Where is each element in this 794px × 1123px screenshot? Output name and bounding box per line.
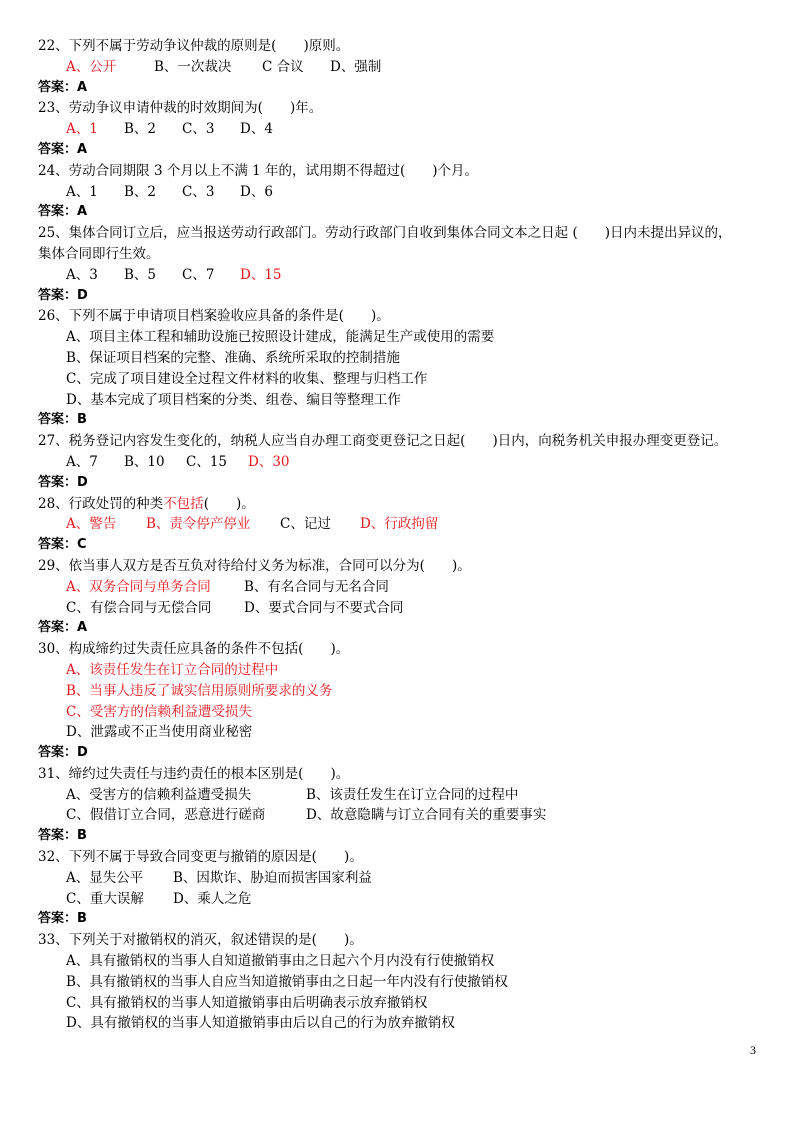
option-line: [38, 868, 768, 889]
answer-line: [38, 743, 768, 764]
question-text: 28、行政处罚的种类: [38, 495, 164, 512]
question-line: [38, 764, 768, 785]
option-text: B、2: [124, 121, 157, 138]
option-text: A、该责任发生在订立合同的过程中: [66, 661, 279, 678]
question-text: 31、缔约过失责任与违约责任的根本区别是( )。: [38, 765, 350, 782]
option-text: D、行政拘留: [360, 516, 439, 533]
option-line: [38, 577, 768, 598]
answer-text: 答案：B: [38, 911, 87, 927]
question-line: [38, 556, 768, 577]
option-line: [38, 805, 768, 826]
option-text: D、乘人之危: [173, 890, 252, 907]
question-line: [38, 306, 768, 327]
option-line: [38, 369, 768, 390]
answer-line: [38, 909, 768, 930]
option-line: [38, 265, 768, 286]
question-text: 32、下列不属于导致合同变更与撤销的原因是( )。: [38, 849, 363, 866]
option-text: C、7: [182, 266, 215, 283]
question-text: 23、劳动争议申请仲裁的时效期间为( )年。: [38, 100, 323, 117]
answer-line: [38, 618, 768, 639]
option-text: C、重大误解: [66, 890, 144, 907]
answer-text: 答案：B: [38, 412, 87, 428]
answer-text: 答案：D: [38, 287, 88, 303]
option-line: [38, 722, 768, 743]
question-text: 集体合同即行生效。: [38, 245, 160, 262]
option-line: [38, 514, 768, 535]
option-text: D、强制: [330, 58, 382, 75]
option-text: A、1: [66, 121, 98, 138]
question-text: 33、下列关于对撤销权的消灭，叙述错误的是( )。: [38, 932, 363, 949]
option-text: A、公开: [66, 58, 117, 75]
question-line: [38, 36, 768, 57]
option-text: C、完成了项目建设全过程文件材料的收集、整理与归档工作: [66, 370, 428, 387]
option-text: D、具有撤销权的当事人知道撤销事由后以自己的行为放弃撤销权: [66, 1015, 455, 1032]
question-line: [38, 431, 768, 452]
option-text: A、双务合同与单务合同: [66, 578, 211, 595]
option-text: D、要式合同与不要式合同: [244, 599, 404, 616]
page-number: 3: [750, 1043, 756, 1057]
option-line: [38, 390, 768, 411]
answer-line: [38, 410, 768, 431]
option-text: B、当事人违反了诚实信用原则所要求的义务: [66, 682, 333, 699]
answer-line: [38, 826, 768, 847]
option-line: [38, 681, 768, 702]
answer-text: 答案：A: [38, 141, 88, 157]
exam-document: [38, 36, 768, 1034]
option-line: [38, 1013, 768, 1034]
question-text: 29、依当事人双方是否互负对待给付义务为标准，合同可以分为( )。: [38, 557, 471, 574]
answer-line: [38, 140, 768, 161]
option-text: A、显失公平: [66, 869, 144, 886]
option-text: D、故意隐瞒与订立合同有关的重要事实: [306, 807, 547, 824]
option-text: C、具有撤销权的当事人知道撤销事由后明确表示放弃撤销权: [66, 994, 428, 1011]
option-text: C、假借订立合同，恶意进行磋商: [66, 807, 266, 824]
option-line: [38, 785, 768, 806]
option-text: B、保证项目档案的完整、准确、系统所采取的控制措施: [66, 349, 400, 366]
answer-text: 答案：A: [38, 620, 88, 636]
option-text: C、3: [182, 121, 215, 138]
option-text: D、基本完成了项目档案的分类、组卷、编目等整理工作: [66, 391, 401, 408]
option-text: C、有偿合同与无偿合同: [66, 599, 212, 616]
option-text: C 合议: [262, 58, 304, 75]
answer-text: 答案：D: [38, 474, 88, 490]
option-text: A、项目主体工程和辅助设施已按照设计建成，能满足生产或使用的需要: [66, 329, 495, 346]
option-line: [38, 660, 768, 681]
option-text: A、警告: [66, 516, 117, 533]
question-text: 不包括: [163, 495, 204, 512]
option-text: A、受害方的信赖利益遭受损失: [66, 786, 252, 803]
option-text: D、30: [248, 453, 290, 470]
option-text: C、记过: [280, 516, 331, 533]
option-line: [38, 951, 768, 972]
option-text: B、该责任发生在订立合同的过程中: [306, 786, 519, 803]
option-text: C、受害方的信赖利益遭受损失: [66, 703, 252, 720]
question-text: 22、下列不属于劳动争议仲裁的原则是( )原则。: [38, 38, 350, 54]
question-line: [38, 223, 768, 244]
answer-text: 答案：C: [38, 537, 87, 553]
option-line: [38, 702, 768, 723]
answer-text: 答案：A: [38, 204, 88, 220]
option-text: B、5: [124, 266, 157, 283]
option-text: B、2: [124, 183, 157, 200]
answer-line: [38, 286, 768, 307]
answer-line: [38, 78, 768, 99]
question-text: 25、集体合同订立后，应当报送劳动行政部门。劳动行政部门自收到集体合同文本之日起 ( )日内未提出异议的，: [38, 225, 732, 242]
option-text: B、因欺诈、胁迫而损害国家利益: [173, 869, 372, 886]
question-line: [38, 494, 768, 515]
option-text: B、具有撤销权的当事人自应当知道撤销事由之日起一年内没有行使撤销权: [66, 973, 508, 990]
option-text: B、责令停产停业: [146, 516, 251, 533]
option-text: D、泄露或不正当使用商业秘密: [66, 724, 253, 741]
option-text: A、3: [66, 266, 98, 283]
question-line: [38, 244, 768, 265]
question-line: [38, 98, 768, 119]
option-text: A、1: [66, 183, 98, 200]
answer-text: 答案：D: [38, 745, 88, 761]
question-text: 24、劳动合同期限 3 个月以上不满 1 年的，试用期不得超过( )个月。: [38, 162, 479, 179]
answer-line: [38, 535, 768, 556]
option-line: [38, 182, 768, 203]
question-text: 26、下列不属于申请项目档案验收应具备的条件是( )。: [38, 308, 390, 325]
answer-line: [38, 202, 768, 223]
option-text: B、10: [124, 453, 165, 470]
option-text: B、一次裁决: [154, 58, 232, 75]
option-text: A、具有撤销权的当事人自知道撤销事由之日起六个月内没有行使撤销权: [66, 953, 495, 970]
option-line: [38, 119, 768, 140]
option-text: C、15: [186, 453, 228, 470]
option-line: [38, 993, 768, 1014]
question-line: [38, 639, 768, 660]
answer-line: [38, 473, 768, 494]
option-line: [38, 972, 768, 993]
answer-text: 答案：B: [38, 828, 87, 844]
option-line: [38, 452, 768, 473]
option-text: B、有名合同与无名合同: [244, 578, 389, 595]
option-text: A、7: [66, 453, 98, 470]
question-text: ( )。: [203, 495, 255, 512]
option-line: [38, 889, 768, 910]
question-line: [38, 847, 768, 868]
option-line: [38, 327, 768, 348]
option-line: [38, 348, 768, 369]
option-text: D、15: [240, 266, 282, 283]
answer-text: 答案：A: [38, 79, 88, 95]
option-line: [38, 598, 768, 619]
question-line: [38, 161, 768, 182]
option-text: D、6: [240, 183, 273, 200]
question-line: [38, 930, 768, 951]
question-text: 30、构成缔约过失责任应具备的条件不包括( )。: [38, 641, 350, 658]
option-text: C、3: [182, 183, 215, 200]
option-line: [38, 57, 768, 78]
option-text: D、4: [240, 121, 273, 138]
question-text: 27、税务登记内容发生变化的，纳税人应当自办理工商变更登记之日起( )日内，向税务机关申报办理变更登记。: [38, 433, 728, 450]
